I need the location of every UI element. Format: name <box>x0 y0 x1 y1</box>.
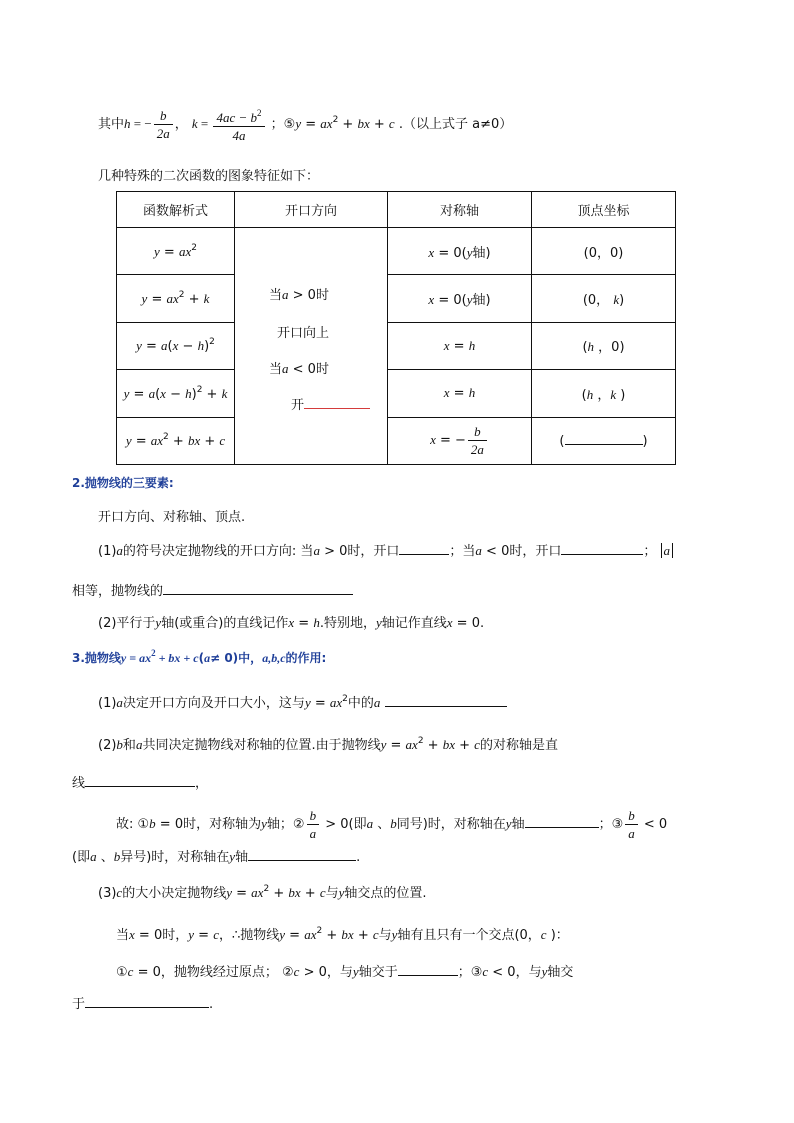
blank-opening-down[interactable] <box>304 396 370 409</box>
remark-a-nonzero: （以上式子 a≠0） <box>402 117 513 132</box>
section-2-heading: 2.抛物线的三要素: <box>72 476 174 490</box>
section-3-p4: (即a 、b异号)时，对称轴在y轴 . <box>72 849 361 865</box>
blank-same-shape[interactable] <box>163 582 353 595</box>
section-3-p2: (2)b和a共同决定抛物线对称轴的位置.由于抛物线$y = ax^2$ + bx + c的对称轴是直 <box>98 736 558 753</box>
blank-positive-c[interactable] <box>398 963 458 976</box>
axis-row-3: x = h <box>388 322 532 369</box>
k-fraction: $\frac{4ac - b^2}{4a}$ <box>213 106 264 143</box>
table-intro: 几种特殊的二次函数的图象特征如下： <box>98 169 320 184</box>
section-3-p1: (1)a决定开口方向及开口大小，这与$y = ax^2$中的a <box>98 692 507 711</box>
three-elements: 开口方向、对称轴、顶点. <box>98 510 246 525</box>
section-2-p1-cont: 相等，抛物线的 <box>72 580 353 599</box>
header-opening: 开口方向 <box>235 192 388 228</box>
header-function: 函数解析式 <box>117 192 235 228</box>
axis-row-2: x = 0(y轴) <box>388 275 532 322</box>
section-3-p8: 于 . <box>72 997 214 1012</box>
func-row-1: $y = ax^2$ <box>117 228 235 275</box>
section-3-heading: 3.抛物线$y = ax^2$ + bx + c(a≠ 0)中，a,b,c的作用: <box>72 648 327 665</box>
vertex-row-4: (h ，k ) <box>532 370 676 417</box>
blank-axis-line[interactable] <box>85 774 195 787</box>
func-row-3: $y = a(x - h)^2$ <box>117 322 235 369</box>
header-vertex: 顶点坐标 <box>532 192 676 228</box>
blank-a-role[interactable] <box>385 694 507 707</box>
func-row-2: $y = ax^2 + k$ <box>117 275 235 322</box>
blank-negative-c[interactable] <box>85 995 209 1008</box>
where-label: 其中 <box>98 117 125 132</box>
func-row-5: $y = ax^2$ + bx + c <box>117 417 235 464</box>
blank-open-up[interactable] <box>399 542 449 555</box>
section-3-p7: ①c = 0，抛物线经过原点； ②c > 0，与y轴交于 ；③c < 0，与y轴交 <box>116 964 574 980</box>
func-row-4: $y = a(x - h)^2 + k$ <box>117 370 235 417</box>
vertex-row-5: ( ) <box>532 417 676 464</box>
opening-direction-cell: 当a > 0时 开口向上 当a < 0时 开 <box>235 228 388 465</box>
section-3-p5: (3)c的大小决定抛物线$y = ax^2$ + bx + c与y轴交点的位置. <box>98 884 427 901</box>
axis-row-5: x = − $\frac{b}{2a}$ <box>388 417 532 464</box>
axis-row-1: x = 0(y轴) <box>388 228 532 275</box>
h-fraction: $\frac{b}{2a}$ <box>154 108 173 141</box>
vertex-row-3: (h ，0) <box>532 322 676 369</box>
formula-line-hk: 其中h = − $\frac{b}{2a}$ ， k = $\frac{4ac - b^2}{4a}$ ；⑤y = $ax^2$ + bx + c .（以上式子 a≠0） <box>98 108 513 143</box>
section-3-p3: 故: ①b = 0时，对称轴为y轴；② $\frac{b}{a}$ > 0(即a 、b同号)时，对称轴在y轴 ；③ $\frac{b}{a}$ < 0 <box>116 808 668 841</box>
blank-axis-right[interactable] <box>248 848 356 861</box>
section-3-p2-cont: 线 ， <box>72 776 209 791</box>
item-5-marker: ⑤ <box>283 117 296 132</box>
header-axis: 对称轴 <box>388 192 532 228</box>
axis-row-4: x = h <box>388 370 532 417</box>
section-2-p1: (1)a的符号决定抛物线的开口方向: 当a > 0时，开口 ；当a < 0时，开口 ； a <box>98 540 673 559</box>
vertex-row-1: (0，0) <box>532 228 676 275</box>
blank-axis-left[interactable] <box>525 815 599 828</box>
section-2-p2: (2)平行于y轴(或重合)的直线记作x = h.特别地，y轴记作直线x = 0. <box>98 615 485 631</box>
blank-vertex[interactable] <box>565 432 643 445</box>
features-table <box>116 191 676 465</box>
vertex-row-2: (0， k) <box>532 275 676 322</box>
section-3-p6: 当x = 0时，y = c，∴抛物线$y = ax^2$ + bx + c与y轴有且只有一个交点(0，c )： <box>116 926 569 943</box>
blank-open-down[interactable] <box>561 542 643 555</box>
